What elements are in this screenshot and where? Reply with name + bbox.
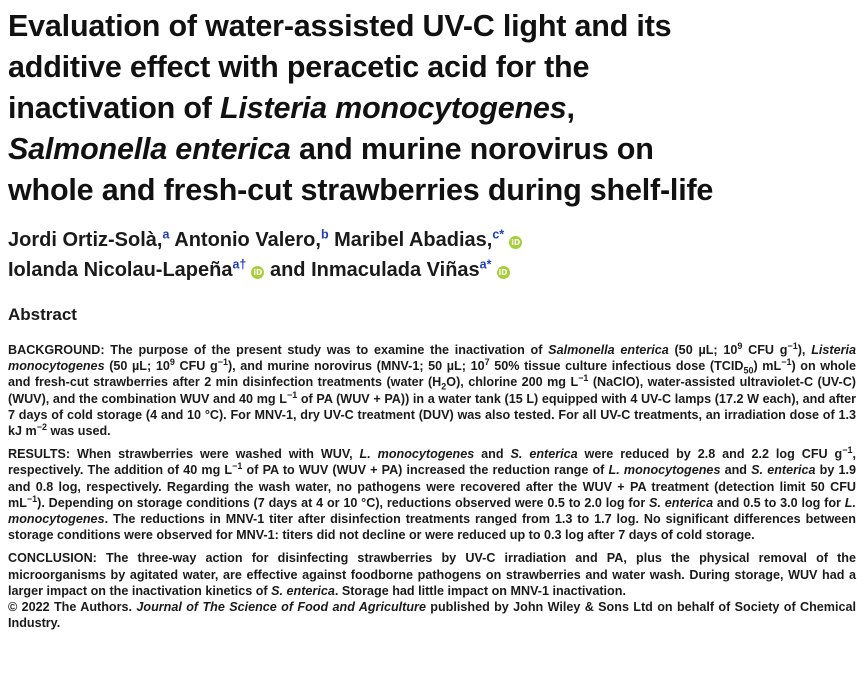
abstract-results [8, 446, 856, 543]
title-line-3-end: , [566, 91, 575, 125]
superscript: 9 [169, 357, 175, 368]
superscript: −1 [781, 357, 792, 368]
organism-name: S. enterica [751, 463, 816, 478]
journal-name[interactable]: Journal of The Science of Food and Agriculture [136, 600, 426, 615]
text-run: CFU g [174, 359, 218, 374]
organism-name: S. enterica [271, 583, 335, 598]
orcid-icon[interactable]: iD [509, 236, 522, 249]
superscript: −1 [26, 493, 38, 504]
title-line-4: and murine norovirus on [290, 132, 654, 166]
author-list [8, 225, 856, 285]
orcid-icon[interactable]: iD [251, 266, 264, 279]
text-run: was used. [46, 424, 111, 439]
orcid-icon[interactable]: iD [497, 266, 510, 279]
article-title [8, 6, 856, 211]
superscript: −1 [842, 445, 853, 456]
abstract-background [8, 342, 856, 439]
text-run: BACKGROUND: The purpose of the present study was to examine the inactivation of [8, 343, 549, 357]
author-name[interactable]: and Inmaculada Viñas [269, 259, 480, 281]
affiliation-marker[interactable]: a† [232, 257, 247, 272]
text-run: ), and murine norovirus (MNV-1; 50 µL; 10 [227, 359, 485, 374]
organism-name: Listeria monocytogenes [8, 343, 856, 374]
author-name[interactable]: Maribel Abadias, [334, 229, 493, 251]
organism-name: S. enterica [649, 495, 714, 510]
affiliation-marker[interactable]: c* [492, 227, 505, 242]
copyright-text: © 2022 The Authors. [8, 600, 137, 615]
superscript: −2 [36, 421, 47, 432]
organism-name: L. monocytogenes [608, 463, 721, 478]
author-name[interactable]: Iolanda Nicolau-Lapeña [8, 259, 233, 281]
title-line-2: additive effect with peracetic acid for the [8, 50, 590, 84]
superscript: 7 [484, 357, 490, 368]
abstract-conclusion [8, 550, 856, 631]
text-run: , respectively. The addition of 40 mg L [8, 447, 857, 478]
author-name[interactable]: Antonio Valero, [174, 229, 321, 251]
text-run: (NaClO), water-assisted ultraviolet-C (UV-C) (WUV), and the combination WUV and 40 mg L [8, 375, 856, 406]
affiliation-marker[interactable]: a [162, 227, 170, 242]
title-line-5: whole and fresh-cut strawberries during shelf-life [8, 173, 714, 207]
text-run: of PA to WUV (WUV + PA) increased the reduction range of [242, 463, 609, 478]
superscript: −1 [578, 373, 589, 384]
text-run: CONCLUSION: The three-way action for disinfecting strawberries by UV-C irradiation and PA, plus the physical removal of the microorganisms by agitated water, are effective against foodborne pathogens on strawberries and water wash. During storage, WUV had a larger impact on the inactivation kinetics of [8, 551, 856, 598]
copyright-text: published by John Wiley & Sons Ltd on behalf of Society of Chemical Industry. [8, 600, 857, 631]
title-organism-listeria: Listeria monocytogenes [220, 91, 567, 125]
affiliation-marker[interactable]: a* [479, 257, 492, 272]
title-organism-salmonella: Salmonella enterica [8, 132, 291, 166]
title-line-1: Evaluation of water-assisted UV-C light and its [8, 9, 672, 43]
text-run: ) on whole and fresh-cut strawberries after 2 min disinfection treatments (water (H [8, 359, 856, 390]
text-run: . The reductions in MNV-1 titer after disinfection treatments ranged from 1.3 to 1.7 log. No significant differences between storage conditions were observed for MNV-1: titers did not decline or were reduced up to 0.3 log after 7 days of cold storage. [8, 512, 856, 543]
affiliation-marker[interactable]: b [320, 227, 329, 242]
author-name[interactable]: Jordi Ortiz-Solà, [8, 229, 163, 251]
text-run: (50 µL; 10 [668, 343, 738, 357]
organism-name: S. enterica [510, 447, 578, 462]
text-run: were reduced by 2.8 and 2.2 log CFU g [577, 447, 843, 462]
text-run: ), [797, 343, 812, 357]
organism-name: L. monocytogenes [8, 495, 856, 527]
superscript: −1 [217, 357, 228, 368]
superscript: 9 [737, 340, 743, 351]
text-run: CFU g [742, 343, 788, 357]
superscript: −1 [232, 461, 243, 472]
text-run: by 1.9 and 0.8 log, respectively. Regarding the wash water, no pathogens were recovered after the WUV + PA treatment (detection limit 50 CFU mL [8, 463, 857, 510]
text-run: and [474, 447, 511, 462]
abstract-heading: Abstract [8, 305, 77, 324]
text-run: ) mL [753, 359, 782, 374]
organism-name: Salmonella enterica [548, 343, 669, 357]
text-run: (50 µL; 10 [104, 359, 170, 374]
text-run: and [720, 463, 752, 478]
subscript: 50 [743, 365, 754, 376]
text-run: of PA (WUV + PA)) in a water tank (15 L) equipped with 4 UV-C lamps (17.2 W each), and after 7 days of cold storage (4 and 10 °C). For MNV-1, dry UV-C treatment (DUV) was also tested. For all UV-C treatments, an irradiation dose of 1.3 kJ m [8, 391, 856, 439]
text-run: and 0.5 to 3.0 log for [713, 495, 845, 510]
title-line-3: inactivation of [8, 91, 221, 125]
text-run: O), chlorine 200 mg L [446, 375, 579, 390]
text-run: ). Depending on storage conditions (7 days at 4 or 10 °C), reductions observed were 0.5 to 2.0 log for [37, 495, 650, 510]
text-run: . Storage had little impact on MNV-1 inactivation. [334, 583, 626, 598]
subscript: 2 [441, 381, 447, 392]
organism-name: L. monocytogenes [359, 447, 475, 462]
superscript: −1 [787, 340, 798, 351]
text-run: RESULTS: When strawberries were washed with WUV, [8, 447, 360, 462]
text-run: 50% tissue culture infectious dose (TCID [489, 359, 744, 374]
superscript: −1 [286, 389, 298, 400]
